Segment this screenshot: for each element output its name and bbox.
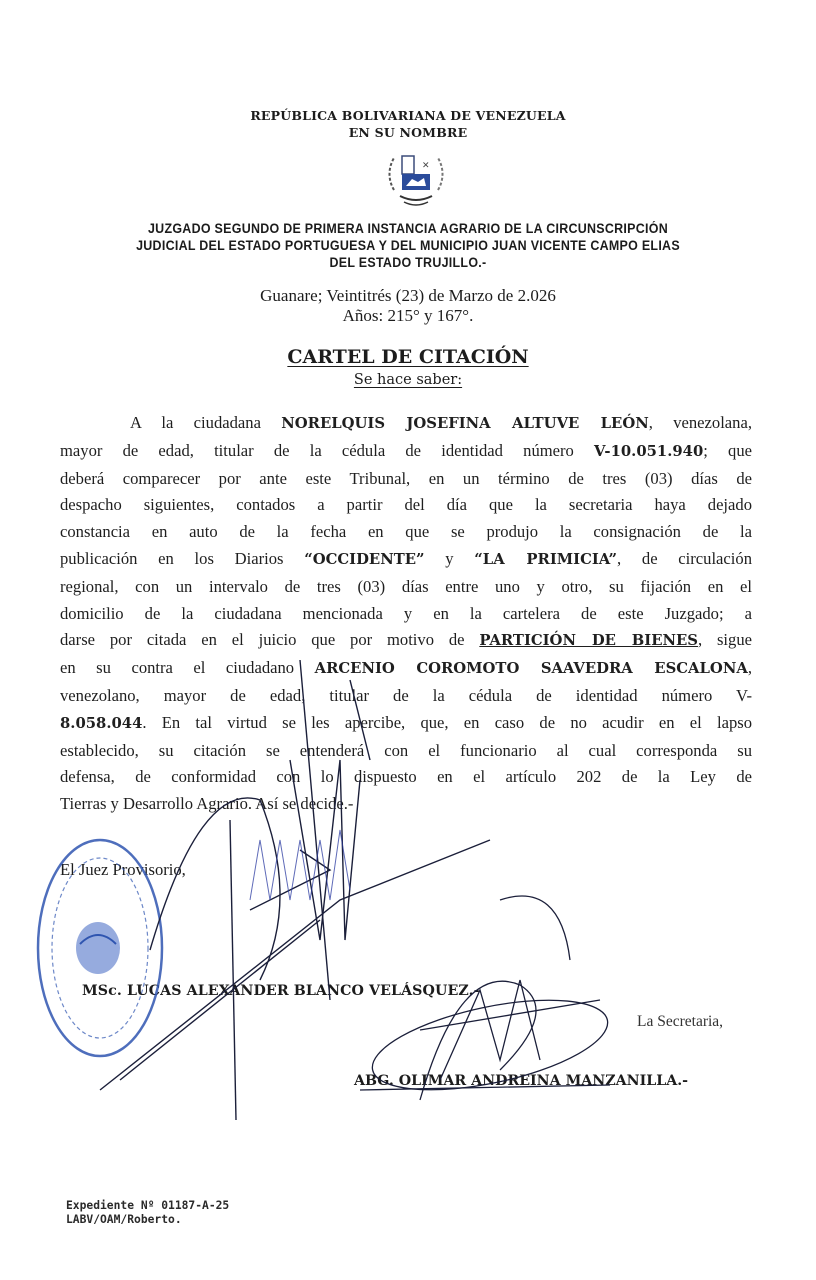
court-seal-stamp-icon [28,830,168,1066]
secretary-label: La Secretaria, [637,1013,724,1030]
plaintiff-name: ARCENIO COROMOTO SAAVEDRA ESCALONA [314,660,748,678]
document-subtitle: Se hace saber: [353,372,463,388]
in-name-line: EN SU NOMBRE [348,125,468,140]
secretary-name: ABG. OLIMAR ANDREINA MANZANILLA.- [354,1073,689,1089]
body-line: regional, con un intervalo de tres (03) días entre uno y otro, su fijación en el [60,576,752,596]
case-number: Expediente Nº 01187-A-25 [66,1199,230,1212]
coat-of-arms-icon [384,146,448,210]
body-line: Tierras y Desarrollo Agrario. Así se decide.- [60,794,354,814]
body-line: darse por citada en el juicio que por motivo de PARTICIÓN DE BIENES, sigue [60,630,752,650]
footer-reference [66,1199,229,1227]
case-type: PARTICIÓN DE BIENES [479,632,698,650]
years-line: Años: 215° y 167°. [342,306,474,325]
document-title: CARTEL DE CITACIÓN [287,346,529,368]
court-line-3: DEL ESTADO TRUJILLO.- [329,255,487,270]
body-line: A la ciudadana NORELQUIS JOSEFINA ALTUVE LEÓN, venezolana, [130,413,752,432]
body-line: despacho siguientes, contados a partir del día que la secretaria haya dejado [60,495,752,515]
body-line: publicación en los Diarios “OCCIDENTE” y “LA PRIMICIA”, de circulación [60,548,752,568]
defendant-name: NORELQUIS JOSEFINA ALTUVE LEÓN [281,415,649,432]
initials-line: LABV/OAM/Roberto. [66,1213,182,1226]
citation-body [60,410,752,818]
body-line: establecido, su citación se entenderá con el funcionario al cual corresponda su [60,740,752,760]
date-block [0,286,816,326]
plaintiff-id: 8.058.044 [60,714,143,732]
body-line: domicilio de la ciudadana mencionada y en la cartelera de este Juzgado; a [60,603,752,623]
court-name [29,220,788,271]
body-line: constancia en auto de la fecha en que se produjo la consignación de la [60,522,752,542]
newspaper-1: “OCCIDENTE” [304,550,425,568]
judge-name: MSc. LUCAS ALEXANDER BLANCO VELÁSQUEZ.- [82,983,480,999]
body-line: mayor de edad, titular de la cédula de identidad número V-10.051.940; que [60,440,753,460]
judge-label: El Juez Provisorio, [60,860,186,879]
body-line: venezolano, mayor de edad, titular de la cédula de identidad número V- [60,685,752,705]
newspaper-2: “LA PRIMICIA” [474,550,618,568]
body-line: deberá comparecer por ante este Tribunal, en un término de tres (03) días de [60,468,752,488]
body-line: en su contra el ciudadano ARCENIO COROMOTO SAAVEDRA ESCALONA, [60,658,752,678]
court-line-2: JUDICIAL DEL ESTADO PORTUGUESA Y DEL MUNICIPIO JUAN VICENTE CAMPO ELIAS [136,238,680,253]
republic-title: REPÚBLICA BOLIVARIANA DE VENEZUELA [250,108,566,123]
defendant-id: V-10.051.940 [594,442,704,460]
body-line: 8.058.044. En tal virtud se les apercibe, que, en caso de no acudir en el lapso [60,712,752,732]
date-line: Guanare; Veintitrés (23) de Marzo de 2.026 [260,286,556,305]
svg-text:✕: ✕ [422,161,430,171]
body-line: defensa, de conformidad con lo dispuesto en el artículo 202 de la Ley de [60,767,752,787]
court-line-1: JUZGADO SEGUNDO DE PRIMERA INSTANCIA AGRARIO DE LA CIRCUNSCRIPCIÓN [147,221,669,236]
letterhead [0,107,816,141]
